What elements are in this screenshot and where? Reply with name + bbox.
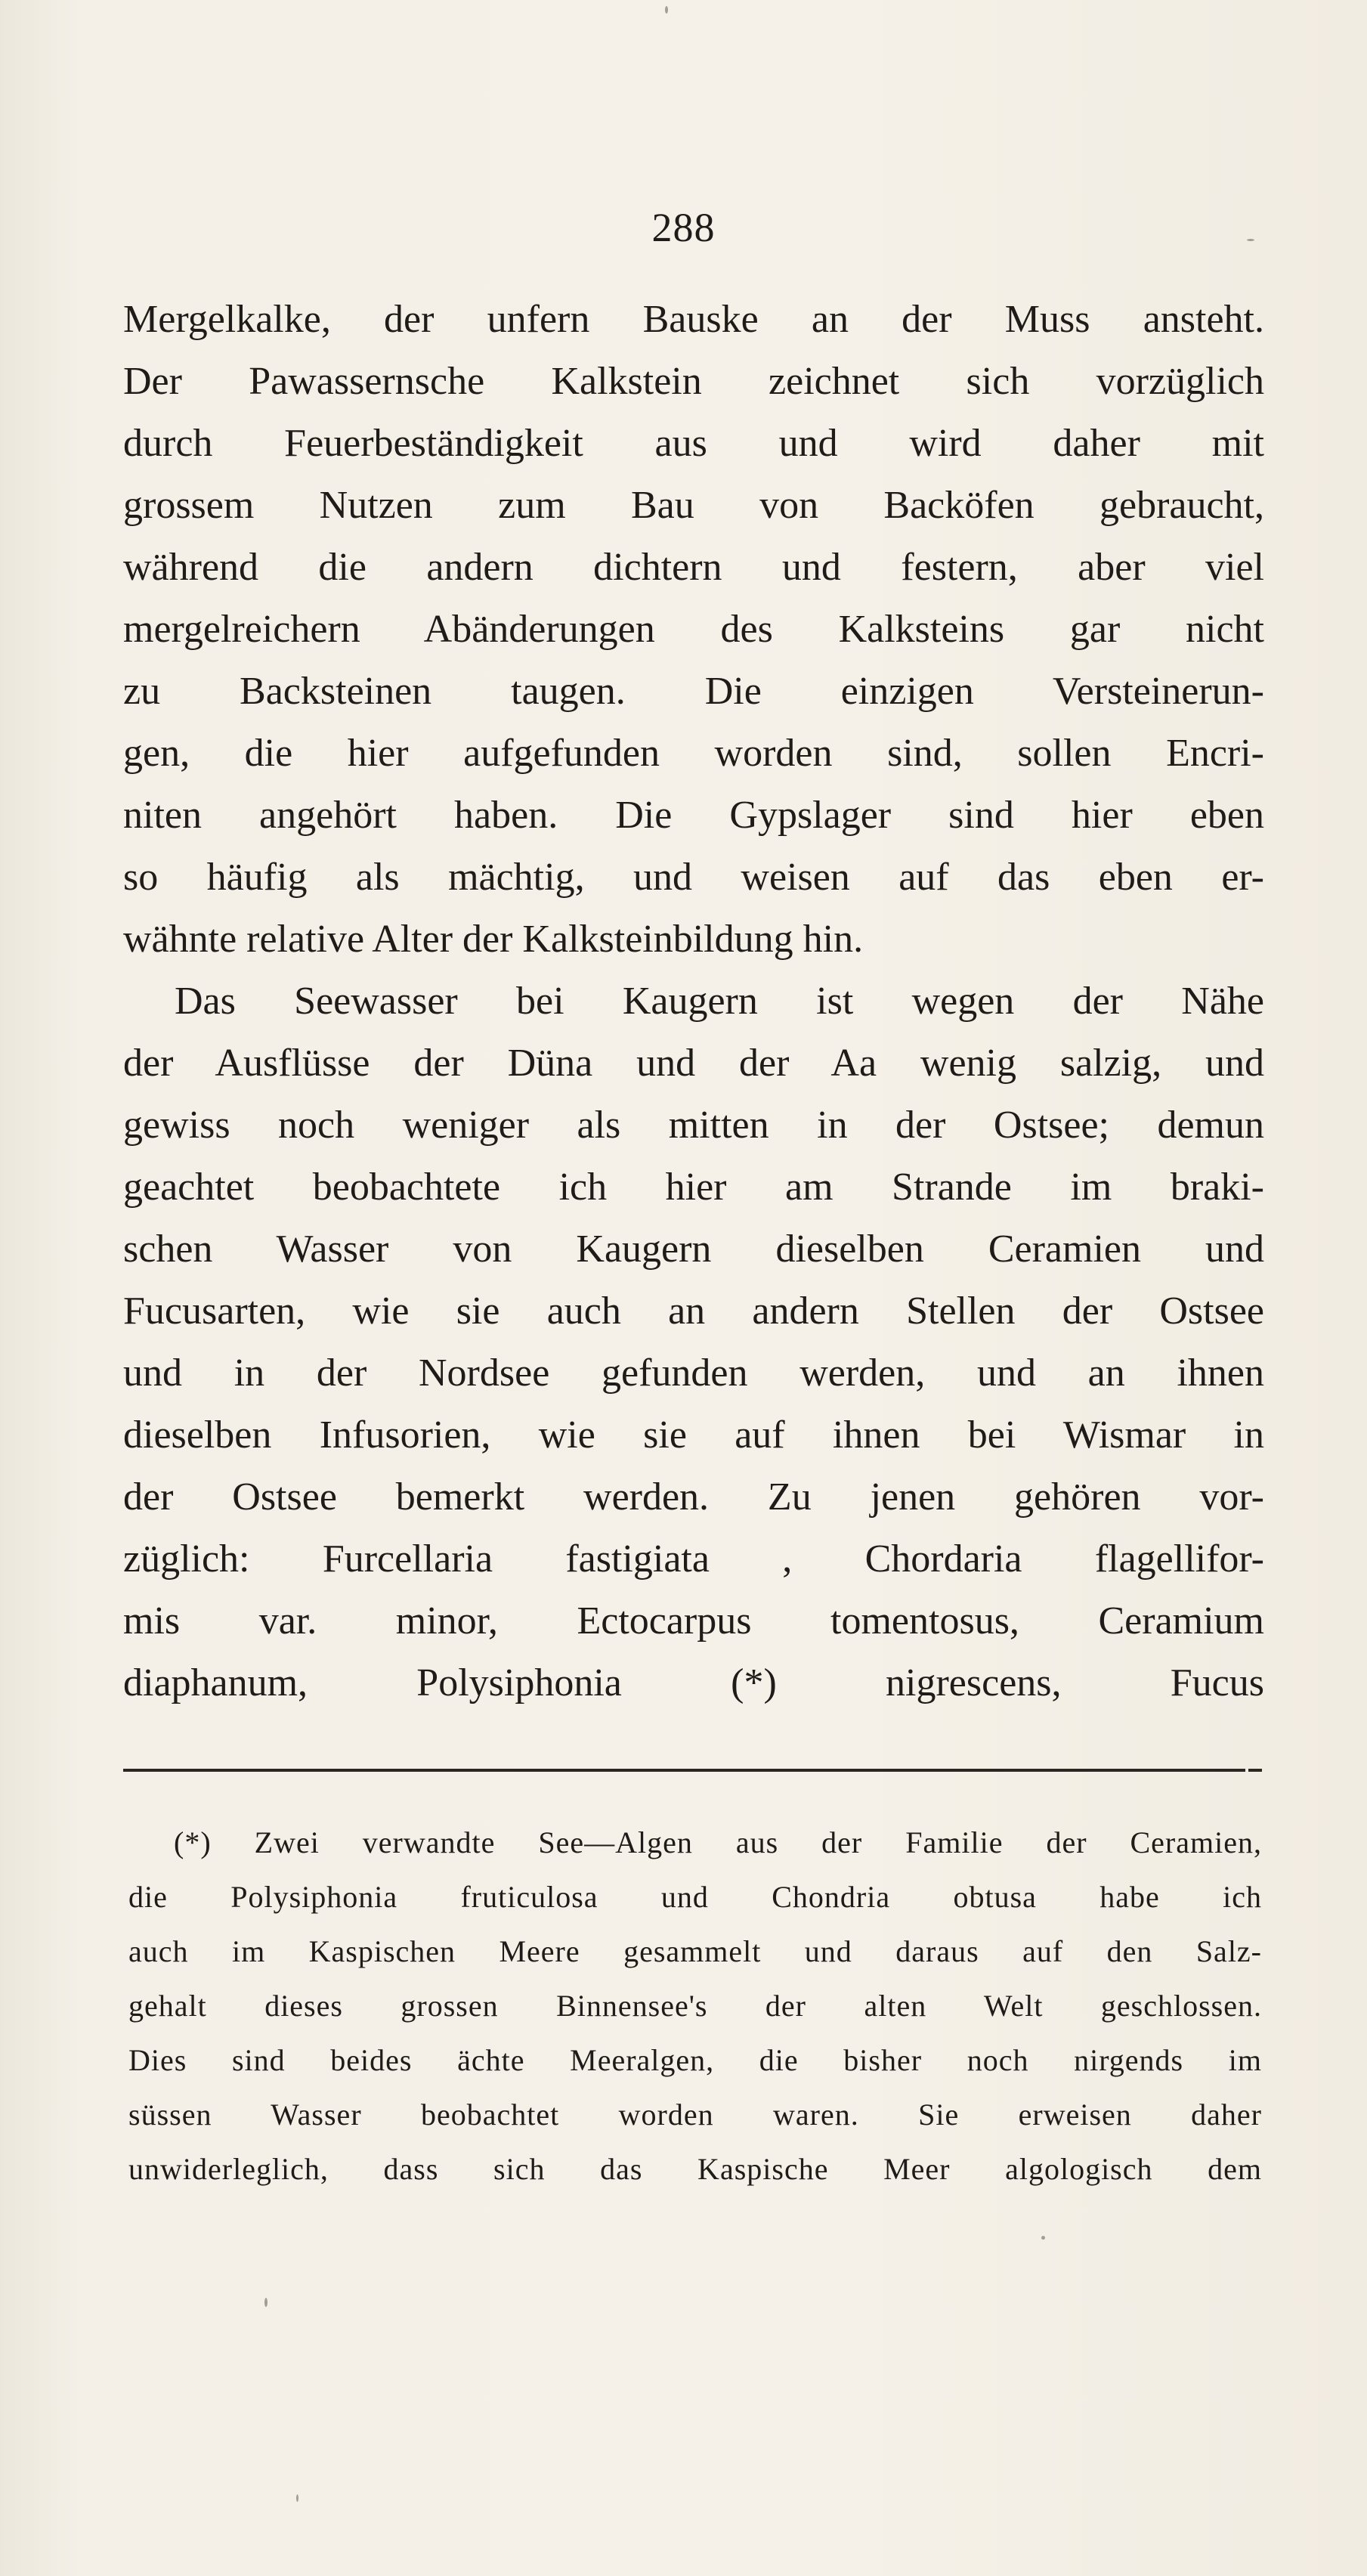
text-line: der Ostsee bemerkt werden. Zu jenen gehören vor- [123, 1475, 1264, 1519]
text-line: diaphanum, Polysiphonia (*) nigrescens, Fucus [123, 1661, 1264, 1704]
text-line: Der Pawassernsche Kalkstein zeichnet sich vorzüglich [123, 360, 1264, 403]
text-line: wähnte relative Alter der Kalksteinbildung hin. [123, 918, 864, 961]
text-line: gewiss noch weniger als mitten in der Ostsee; demun [123, 1104, 1264, 1147]
footnote-divider-tail [1248, 1769, 1262, 1772]
text-line: Mergelkalke, der unfern Bauske an der Muss ansteht. [123, 298, 1264, 341]
text-line: geachtet beobachtete ich hier am Strande im braki- [123, 1166, 1264, 1209]
text-line: mergelreichern Abänderungen des Kalksteins gar nicht [123, 608, 1264, 651]
text-line: gen, die hier aufgefunden worden sind, sollen Encri- [123, 732, 1264, 775]
main-text-block [123, 289, 1264, 1714]
footnote-line: die Polysiphonia fruticulosa und Chondria obtusa habe ich [128, 1880, 1262, 1914]
paper-speck [1041, 2236, 1045, 2240]
footnote-line: (*) Zwei verwandte See—Algen aus der Familie der Ceramien, [174, 1825, 1262, 1859]
text-line: durch Feuerbeständigkeit aus und wird daher mit [123, 422, 1264, 465]
paper-speck [264, 2298, 268, 2307]
page-number: 288 [651, 205, 716, 250]
text-line: schen Wasser von Kaugern dieselben Ceramien und [123, 1228, 1264, 1271]
footnote-block [128, 1816, 1262, 2197]
footnote-line: süssen Wasser beobachtet worden waren. Sie erweisen daher [128, 2098, 1262, 2132]
text-line: Fucusarten, wie sie auch an andern Stellen der Ostsee [123, 1290, 1264, 1333]
footnote-line: auch im Kaspischen Meere gesammelt und daraus auf den Salz- [128, 1934, 1262, 1968]
footnote-line: unwiderleglich, dass sich das Kaspische Meer algologisch dem [128, 2152, 1262, 2186]
text-line: so häufig als mächtig, und weisen auf das eben er- [123, 856, 1264, 899]
paragraph-start-line: Das Seewasser bei Kaugern ist wegen der Nähe [175, 980, 1264, 1023]
footnote-line: Dies sind beides ächte Meeralgen, die bisher noch nirgends im [128, 2043, 1262, 2077]
text-line: züglich: Furcellaria fastigiata , Chordaria flagellifor- [123, 1537, 1264, 1581]
text-line: niten angehört haben. Die Gypslager sind hier eben [123, 794, 1264, 837]
paper-speck [296, 2494, 298, 2502]
paper-speck [1247, 239, 1254, 241]
text-line: dieselben Infusorien, wie sie auf ihnen bei Wismar in [123, 1413, 1264, 1457]
text-line: mis var. minor, Ectocarpus tomentosus, Ceramium [123, 1599, 1264, 1643]
text-line: der Ausflüsse der Düna und der Aa wenig salzig, und [123, 1042, 1264, 1085]
footnote-divider [123, 1769, 1245, 1772]
text-line: zu Backsteinen taugen. Die einzigen Versteinerun- [123, 670, 1264, 713]
text-line: und in der Nordsee gefunden werden, und an ihnen [123, 1351, 1264, 1395]
footnote-line: gehalt dieses grossen Binnensee's der alten Welt geschlossen. [128, 1989, 1262, 2023]
text-line: grossem Nutzen zum Bau von Backöfen gebraucht, [123, 484, 1264, 527]
paper-speck [665, 6, 668, 14]
text-line: während die andern dichtern und festern, aber viel [123, 546, 1264, 589]
